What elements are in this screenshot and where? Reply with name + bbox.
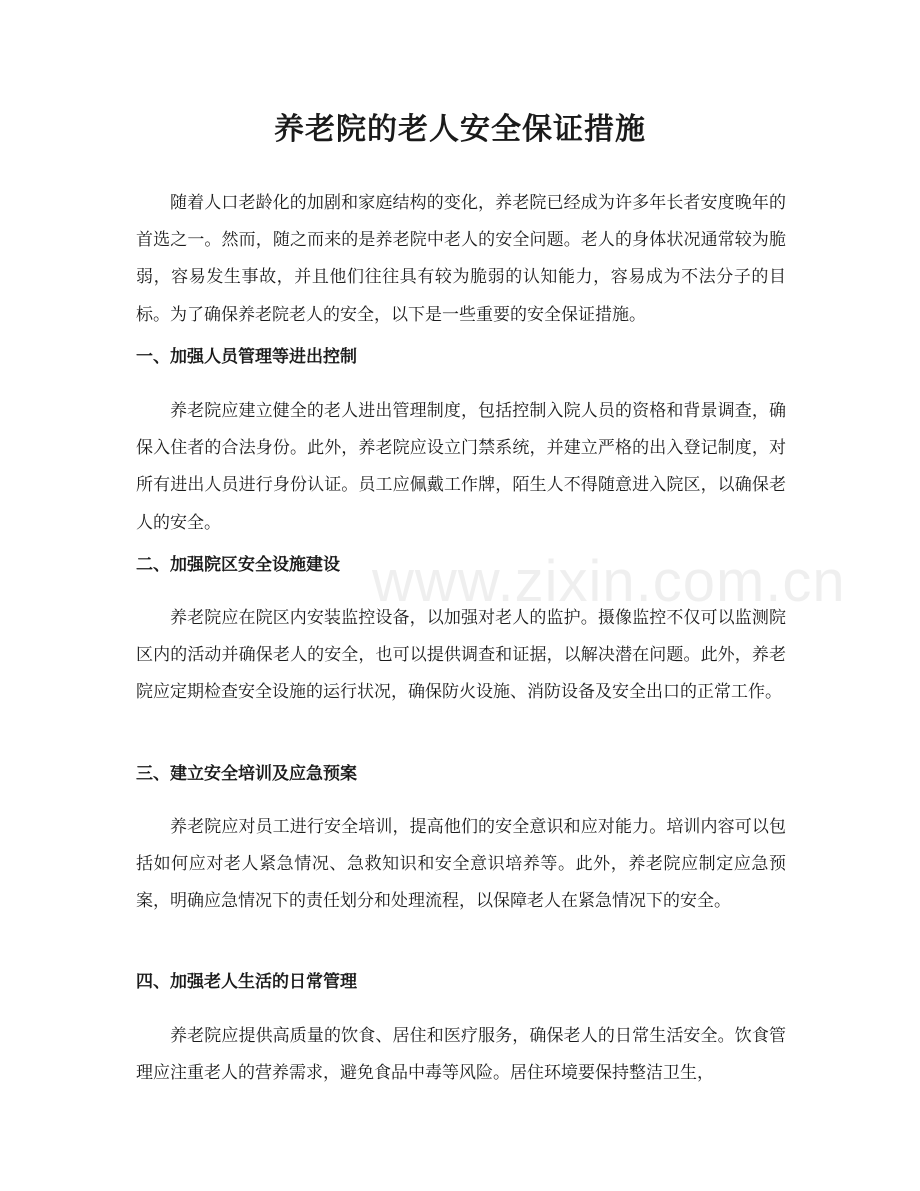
section-body-4: 养老院应提供高质量的饮食、居住和医疗服务，确保老人的日常生活安全。饮食管理应注重老人的营养需求，避免食品中毒等风险。居住环境要保持整洁卫生， [136,1026,786,1084]
intro-paragraph: 随着人口老龄化的加剧和家庭结构的变化，养老院已经成为许多年长者安度晚年的首选之一。然而，随之而来的是养老院中老人的安全问题。老人的身体状况通常较为脆弱，容易发生事故，并且他们往往具有较为脆弱的认知能力，容易成为不法分子的目标。为了确保养老院老人的安全，以下是一些重要的安全保证措施。 [136,193,786,325]
section-heading-1: 一、加强人员管理等进出控制 [136,347,357,367]
section-heading-2: 二、加强院区安全设施建设 [136,555,340,575]
section-heading-4: 四、加强老人生活的日常管理 [136,972,357,992]
document-title: 养老院的老人安全保证措施 [274,112,646,147]
section-body-1: 养老院应建立健全的老人进出管理制度，包括控制入院人员的资格和背景调查，确保入住者的合法身份。此外，养老院应设立门禁系统，并建立严格的出入登记制度，对所有进出人员进行身份认证。员工应佩戴工作牌，陌生人不得随意进入院区，以确保老人的安全。 [136,401,786,533]
watermark: www.zixin.com.cn [372,549,846,614]
section-heading-3: 三、建立安全培训及应急预案 [136,764,357,784]
section-body-2: 养老院应在院区内安装监控设备，以加强对老人的监护。摄像监控不仅可以监测院区内的活动并确保老人的安全，也可以提供调查和证据，以解决潜在问题。此外，养老院应定期检查安全设施的运行状况，确保防火设施、消防设备及安全出口的正常工作。 [136,608,786,703]
section-body-3: 养老院应对员工进行安全培训，提高他们的安全意识和应对能力。培训内容可以包括如何应对老人紧急情况、急救知识和安全意识培养等。此外，养老院应制定应急预案，明确应急情况下的责任划分和处理流程，以保障老人在紧急情况下的安全。 [136,817,786,912]
